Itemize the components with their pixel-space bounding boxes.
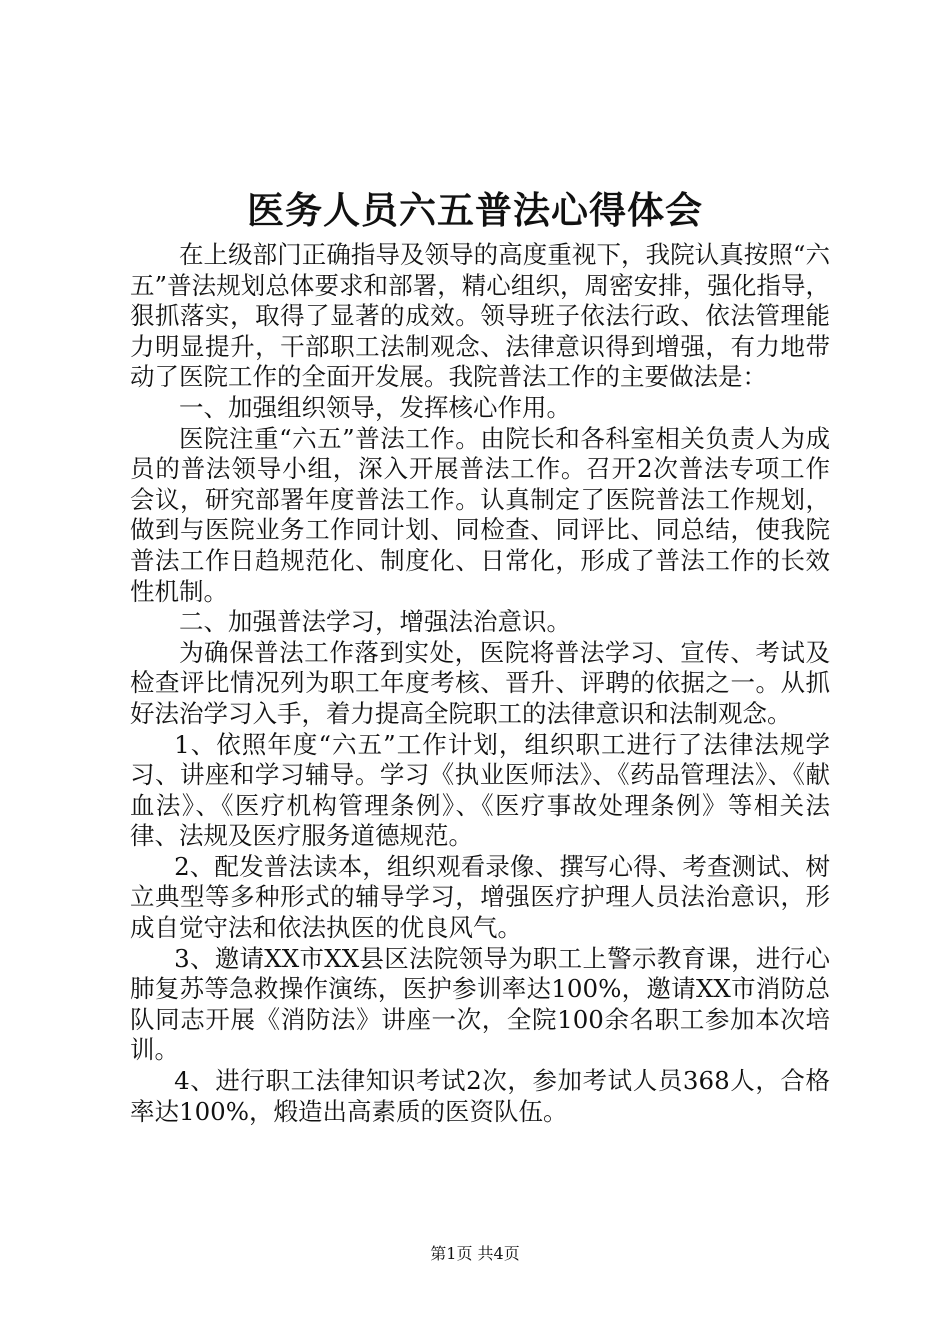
list-item-4: 4、进行职工法律知识考试2次，参加考试人员368人，合格率达100%，煅造出高素质的医资队伍。 xyxy=(130,1066,830,1126)
list-item-2: 2、配发普法读本，组织观看录像、撰写心得、考查测试、树立典型等多种形式的辅导学习，增强医疗护理人员法治意识，形成自觉守法和依法执医的优良风气。 xyxy=(130,851,830,943)
heading-section-1: 一、加强组织领导，发挥核心作用。 xyxy=(179,392,571,422)
document-body xyxy=(130,240,830,1127)
list-item-1: 1、依照年度“六五”工作计划，组织职工进行了法律法规学习、讲座和学习辅导。学习《执业医师法》、《药品管理法》、《献血法》、《医疗机构管理条例》、《医疗事故处理条例》等相关法律、法规及医疗服务道德规范。 xyxy=(130,729,830,851)
page-number-footer: 第1页 共4页 xyxy=(430,1244,520,1263)
document-title: 医务人员六五普法心得体会 xyxy=(247,188,703,232)
heading-section-2: 二、加强普法学习，增强法治意识。 xyxy=(179,607,571,637)
paragraph-section-2: 为确保普法工作落到实处，医院将普法学习、宣传、考试及检查评比情况列为职工年度考核、晋升、评聘的依据之一。从抓好法治学习入手，着力提高全院职工的法律意识和法制观念。 xyxy=(130,637,830,728)
paragraph-intro: 在上级部门正确指导及领导的高度重视下，我院认真按照“六五”普法规划总体要求和部署，精心组织，周密安排，强化指导，狠抓落实，取得了显著的成效。领导班子依法行政、依法管理能力明显提升，干部职工法制观念、法律意识得到增强，有力地带动了医院工作的全面开发展。我院普法工作的主要做法是： xyxy=(130,240,830,392)
paragraph-section-1: 医院注重“六五”普法工作。由院长和各科室相关负责人为成员的普法领导小组，深入开展普法工作。召开2次普法专项工作会议，研究部署年度普法工作。认真制定了医院普法工作规划，做到与医院业务工作同计划、同检查、同评比、同总结，使我院普法工作日趋规范化、制度化、日常化，形成了普法工作的长效性机制。 xyxy=(130,423,830,606)
list-item-3: 3、邀请XX市XX县区法院领导为职工上警示教育课，进行心肺复苏等急救操作演练，医护参训率达100%，邀请XX市消防总队同志开展《消防法》讲座一次，全院100余名职工参加本次培训。 xyxy=(130,943,830,1065)
